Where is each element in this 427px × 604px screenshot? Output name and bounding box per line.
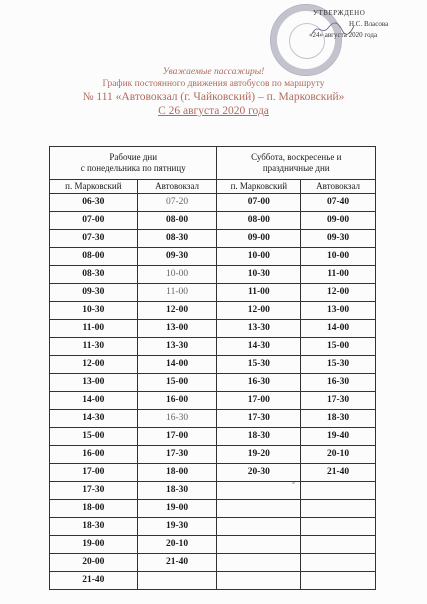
notice-header: [0, 66, 427, 118]
table-cell: 10-00: [217, 248, 301, 266]
table-cell: 07-30: [50, 230, 138, 248]
table-cell: 14-30: [217, 338, 301, 356]
table-cell: 17-00: [217, 392, 301, 410]
table-cell: [217, 572, 301, 590]
table-cell: 20-00: [50, 554, 138, 572]
table-cell: 11-00: [137, 284, 217, 302]
table-cell: 17-30: [301, 392, 376, 410]
table-cell: 13-30: [217, 320, 301, 338]
approval-signer: Н.С. Власова: [349, 20, 389, 28]
table-cell: 18-30: [217, 428, 301, 446]
table-row: [50, 572, 376, 590]
table-cell: 11-00: [217, 284, 301, 302]
table-cell: 08-30: [137, 230, 217, 248]
col-header-markovsky: п. Марковский: [50, 180, 138, 194]
table-row: [50, 518, 376, 536]
table-cell: 11-00: [301, 266, 376, 284]
table-cell: 06-30: [50, 194, 138, 212]
table-row: [50, 302, 376, 320]
table-cell: 17-00: [50, 464, 138, 482]
table-cell: 10-00: [137, 266, 217, 284]
table-cell: 16-30: [137, 410, 217, 428]
table-cell: [217, 518, 301, 536]
table-cell: 21-40: [50, 572, 138, 590]
table-cell: 10-30: [217, 266, 301, 284]
table-row: [50, 266, 376, 284]
table-cell: 21-40: [301, 464, 376, 482]
table-cell: [301, 518, 376, 536]
table-cell: 21-40: [137, 554, 217, 572]
table-cell: 20-10: [301, 446, 376, 464]
weekdays-label: Рабочие дни: [109, 152, 158, 162]
table-cell: 08-00: [217, 212, 301, 230]
table-cell: 13-00: [137, 320, 217, 338]
col-header-avtovokzal: Автовокзал: [137, 180, 217, 194]
table-row: [50, 338, 376, 356]
table-cell: 16-30: [217, 374, 301, 392]
table-cell: 11-00: [50, 320, 138, 338]
table-cell: [301, 536, 376, 554]
table-cell: 11-30: [50, 338, 138, 356]
table-cell: 20-30: [217, 464, 301, 482]
table-cell: [217, 536, 301, 554]
table-row: [50, 320, 376, 338]
table-cell: [137, 572, 217, 590]
approval-title: УТВЕРЖДЕНО: [313, 9, 366, 17]
table-row: [50, 536, 376, 554]
table-cell: [301, 482, 376, 500]
table-cell: 07-00: [50, 212, 138, 230]
table-cell: 09-30: [137, 248, 217, 266]
table-row: [50, 248, 376, 266]
table-cell: 15-30: [301, 356, 376, 374]
table-cell: 18-30: [50, 518, 138, 536]
table-cell: 17-30: [217, 410, 301, 428]
weekdays-group-header: [50, 147, 217, 180]
table-cell: 07-20: [137, 194, 217, 212]
table-cell: 18-30: [137, 482, 217, 500]
table-cell: 15-00: [301, 338, 376, 356]
route-title: № 111 «Автовокзал (г. Чайковский) – п. Марковский»: [82, 91, 345, 103]
table-cell: 12-00: [217, 302, 301, 320]
table-row: [50, 446, 376, 464]
table-cell: 15-00: [50, 428, 138, 446]
table-cell: 18-00: [50, 500, 138, 518]
approval-date: «24» августа 2020 года: [309, 31, 378, 39]
table-cell: 09-30: [50, 284, 138, 302]
table-cell: 14-00: [50, 392, 138, 410]
table-row: [50, 356, 376, 374]
table-cell: 15-00: [137, 374, 217, 392]
table-cell: 14-00: [137, 356, 217, 374]
col-header-markovsky: п. Марковский: [217, 180, 301, 194]
table-cell: 18-00: [137, 464, 217, 482]
table-cell: 19-40: [301, 428, 376, 446]
table-cell: 14-30: [50, 410, 138, 428]
table-cell: 13-30: [137, 338, 217, 356]
table-row: [50, 212, 376, 230]
table-row: [50, 482, 376, 500]
effective-date: С 26 августа 2020 года: [158, 105, 269, 117]
table-cell: 07-40: [301, 194, 376, 212]
table-cell: [301, 572, 376, 590]
table-cell: 14-00: [301, 320, 376, 338]
table-cell: [217, 482, 301, 500]
table-cell: 08-30: [50, 266, 138, 284]
table-cell: [301, 554, 376, 572]
table-cell: 16-00: [137, 392, 217, 410]
table-row: [50, 554, 376, 572]
table-cell: 18-30: [301, 410, 376, 428]
weekend-label: Суббота, воскресенье и: [251, 152, 342, 162]
table-cell: 08-00: [50, 248, 138, 266]
table-cell: 09-30: [301, 230, 376, 248]
table-cell: 12-00: [50, 356, 138, 374]
table-cell: 16-30: [301, 374, 376, 392]
table-cell: 09-00: [217, 230, 301, 248]
table-cell: 20-10: [137, 536, 217, 554]
approval-block: [283, 8, 403, 41]
table-row: [50, 428, 376, 446]
schedule-subtitle: График постоянного движения автобусов по маршруту: [102, 79, 325, 89]
schedule-table: [49, 146, 376, 590]
table-cell: [217, 554, 301, 572]
table-row: [50, 194, 376, 212]
table-row: [50, 464, 376, 482]
table-cell: [217, 500, 301, 518]
table-cell: 13-00: [301, 302, 376, 320]
table-cell: 16-00: [50, 446, 138, 464]
table-cell: 17-00: [137, 428, 217, 446]
weekend-sub-label: праздничные дни: [262, 163, 330, 173]
table-cell: 09-00: [301, 212, 376, 230]
table-cell: 12-00: [301, 284, 376, 302]
weekdays-sub-label: с понедельника по пятницу: [80, 163, 186, 173]
table-row: [50, 284, 376, 302]
table-row: [50, 230, 376, 248]
weekend-group-header: [217, 147, 376, 180]
table-cell: 17-30: [50, 482, 138, 500]
greeting: Уважаемые пассажиры!: [162, 67, 265, 77]
table-cell: [301, 500, 376, 518]
table-cell: 13-00: [50, 374, 138, 392]
table-cell: 19-00: [137, 500, 217, 518]
schedule-body: [50, 194, 376, 590]
table-cell: 12-00: [137, 302, 217, 320]
table-cell: 19-30: [137, 518, 217, 536]
table-row: [50, 410, 376, 428]
table-cell: 19-20: [217, 446, 301, 464]
table-cell: 17-30: [137, 446, 217, 464]
table-cell: 10-30: [50, 302, 138, 320]
table-row: [50, 392, 376, 410]
col-header-avtovokzal: Автовокзал: [301, 180, 376, 194]
table-cell: 19-00: [50, 536, 138, 554]
table-cell: 15-30: [217, 356, 301, 374]
table-cell: 07-00: [217, 194, 301, 212]
table-row: [50, 500, 376, 518]
table-row: [50, 374, 376, 392]
table-cell: 10-00: [301, 248, 376, 266]
stray-mark: »: [292, 480, 295, 486]
table-cell: 08-00: [137, 212, 217, 230]
